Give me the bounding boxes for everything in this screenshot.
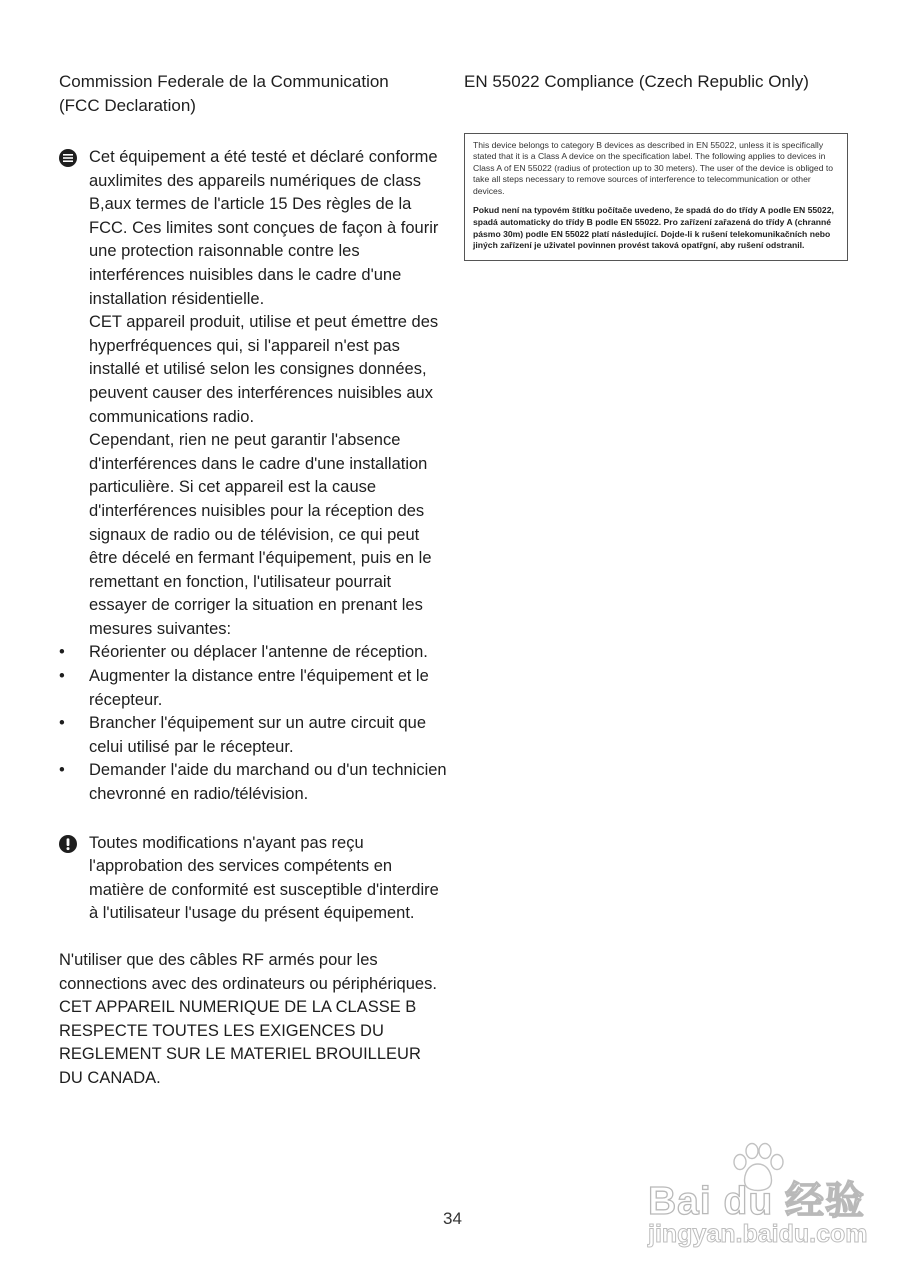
fcc-heading: [59, 70, 449, 117]
measures-list: [59, 641, 449, 806]
note-icon: [59, 149, 77, 167]
fcc-heading-line1: Commission Federale de la Communication: [59, 72, 389, 91]
page-number: 34: [443, 1209, 462, 1228]
list-item: • Demander l'aide du marchand ou d'un technicien chevronné en radio/télévision.: [59, 759, 449, 806]
list-item: • Brancher l'équipement sur un autre circuit que celui utilisé par le récepteur.: [59, 712, 449, 759]
warning-icon: [59, 835, 77, 853]
watermark-logo: Bai du 经验: [648, 1180, 866, 1223]
en55022-heading: EN 55022 Compliance (Czech Republic Only): [464, 72, 809, 91]
fcc-heading-line2: (FCC Declaration): [59, 95, 196, 115]
compliance-box: [464, 133, 848, 261]
canada-text: CET APPAREIL NUMERIQUE DE LA CLASSE B RESPECTE TOUTES LES EXIGENCES DU REGLEMENT SUR LE MATERIEL BROUILLEUR DU CANADA.: [59, 998, 421, 1087]
compliance-english: This device belongs to category B devices as described in EN 55022, unless it is specifically stated that it is a Class A device on the specification label. The following applies to devices in Class A of EN 55022 (radius of protection up to 30 meters). The user of the device is obliged to take all steps necessary to remove sources of interference to telecommunication or other devices.: [473, 139, 834, 196]
warning-notice: [59, 832, 449, 926]
list-item: • Augmenter la distance entre l'équipement et le récepteur.: [59, 665, 449, 712]
right-column: [464, 70, 849, 261]
rf-cable-block: [59, 949, 449, 1091]
fcc-paragraph-1: Cet équipement a été testé et déclaré conforme auxlimites des appareils numériques de class B,aux termes de l'article 15 Des règles de la FCC. Ces limites sont conçues de façon à fourir une protection raisonnable contre les interférences nuisibles dans le cadre d'une installation résidentielle.: [89, 148, 439, 308]
watermark-url: jingyan.baidu.com: [648, 1220, 868, 1248]
left-column: [59, 70, 449, 1091]
fcc-paragraph-2: CET appareil produit, utilise et peut émettre des hyperfréquences qui, si l'appareil n'est pas installé et utilisé selon les consignes données, peuvent causer des interférences nuisibles aux communications radio.: [89, 313, 439, 426]
rf-text: N'utiliser que des câbles RF armés pour les connections avec des ordinateurs ou périphériques.: [59, 951, 437, 993]
list-item: • Réorienter ou déplacer l'antenne de réception.: [59, 641, 449, 665]
compliance-czech: Pokud není na typovém štítku počítače uvedeno, že spadá do do třídy A podle EN 55022, spadá automaticky do třídy B podle EN 55022. Pro zařízení zařazená do třídy A (chranné pásmo 30m) podle EN 55022 platí následující. Dojde-li k rušení telekomunikačních nebo jiných zařízení je uživatel povinnen provést taková opatřgní, aby rušení odstranil.: [473, 205, 834, 251]
warning-text: Toutes modifications n'ayant pas reçu l'approbation des services compétents en matière de conformité est susceptible d'interdire à l'utilisateur l'usage du présent équipement.: [89, 833, 439, 923]
fcc-paragraph-3: Cependant, rien ne peut garantir l'absence d'interférences dans le cadre d'une installation particulière. Si cet appareil est la cause d'interférences nuisibles pour la réception des signaux de radio ou de télévision, ce qui peut être décelé en fermant l'équipement, puis en le remettant en fonction, l'utilisateur pourrait essayer de corriger la situation en prenant les mesures suivantes:: [89, 431, 432, 638]
fcc-notice: [59, 146, 449, 641]
baidu-watermark: [648, 1142, 868, 1262]
